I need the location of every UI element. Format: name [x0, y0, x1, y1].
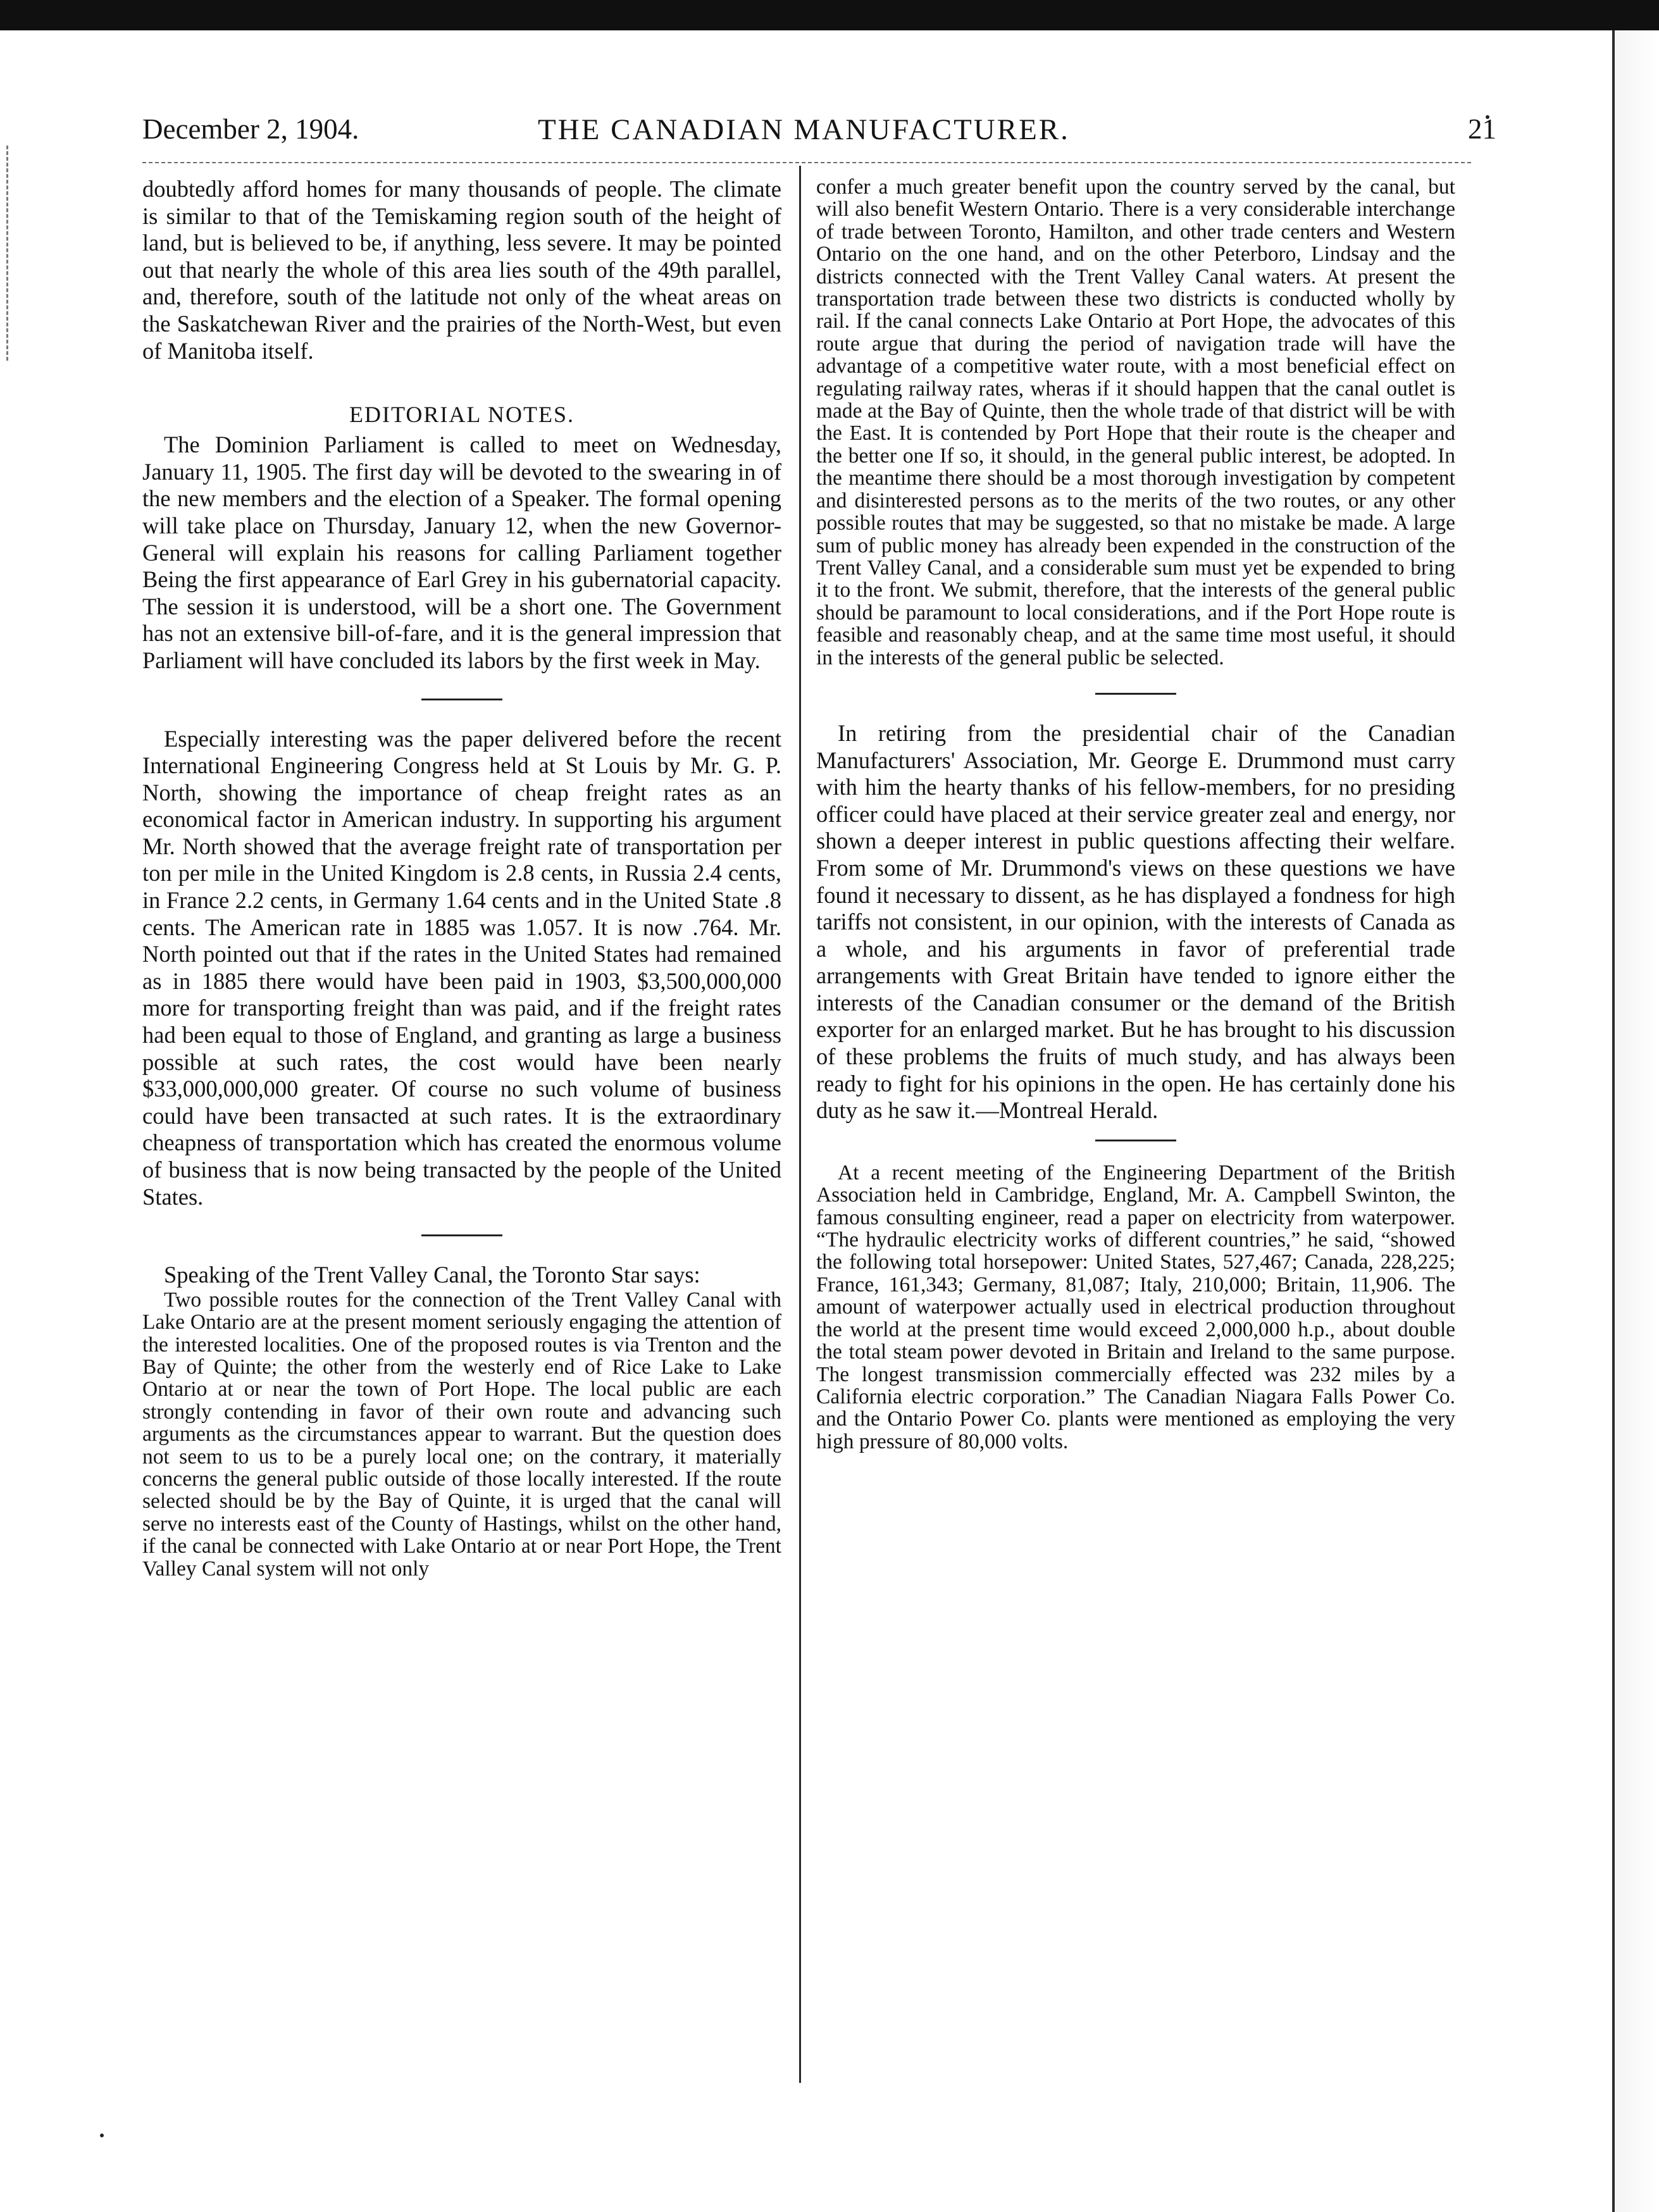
continued-article-text: doubtedly afford homes for many thousands of people. The climate is similar to that of the Temiskaming region south of the height of land, but is believed to be, if anything, less severe. It may be pointed out that nearly the whole of this area lies south of the 49th parallel, and, therefore, south of the latitude not only of the wheat areas on the Saskatchewan River and the prairies of the North-West, but even of Manitoba itself.	[142, 176, 781, 364]
note-freight-rates: Especially interesting was the paper delivered before the recent International Engineering Congress held at St Louis by Mr. G. P. North, showing the importance of cheap freight rates as an economical factor in American industry. In supporting his argument Mr. North showed that the average freight rate of transportation per ton per mile in the United Kingdom is 2.8 cents, in Russia 2.4 cents, in France 2.2 cents, in Germany 1.64 cents and in the United State .8 cents. The American rate in 1885 was 1.057. It is now .764. Mr. North pointed out that if the rates in the United States had remained as in 1885 there would have been paid in 1903, $3,500,000,000 more for transporting freight than was paid, and if the freight rates had been equal to those of England, and granting as large a business possible at such rates, the cost would have been nearly $33,000,000,000 greater. Of course no such volume of business could have been transacted at such rates. It is the extraordinary cheapness of transportation which has created the enormous volume of business that is now being transacted by the people of the United States.	[142, 725, 781, 1210]
publication-title: THE CANADIAN MANUFACTURER.	[538, 113, 1070, 146]
right-column	[816, 176, 1455, 2087]
trent-canal-quote-continued: confer a much greater benefit upon the country served by the canal, but will also benefit Western Ontario. There is a very considerable interchange of trade between Toronto, Hamilton, and other trade centers and Western Ontario on the one hand, and on the other Peterboro, Lindsay and the districts connected with the Trent Valley Canal waters. At present the transportation trade between these two districts is conducted wholly by rail. If the canal connects Lake Ontario at Port Hope, the advocates of this route argue that during the period of navigation trade will have the advantage of a competitive water route, with a most beneficial effect on regulating railway rates, wheras if it should happen that the canal outlet is made at the Bay of Quinte, then the whole trade of that district will be with the East. It is contended by Port Hope that their route is the cheaper and the better one If so, it should, in the general public interest, be adopted. In the meantime there should be a most thorough investigation by competent and disinterested persons as to the merits of the two routes, or any other possible routes that may be suggested, so that no mistake be made. A large sum of public money has already been expended in the construction of the Trent Valley Canal, and a considerable sum must yet be expended to bring it to the front. We submit, therefore, that the interests of the general public should be paramount to local considerations, and if the Port Hope route is feasible and reasonably cheap, and at the same time most useful, it should in the interests of the general public be selected.	[816, 176, 1455, 669]
trent-canal-quote: Two possible routes for the connection of the Trent Valley Canal with Lake Ontario are at the present moment seriously engaging the attention of the interested localities. One of the proposed routes is via Trenton and the Bay of Quinte; the other from the westerly end of Rice Lake to Lake Ontario at or near the town of Port Hope. The local public are each strongly contending in favor of their own route and advancing such arguments as the circumstances appear to warrant. But the question does not seem to us to be a purely local one; on the contrary, it materially concerns the general public outside of those locally interested. If the route selected should be by the Bay of Quinte, it is urged that the canal will serve no interests east of the County of Hastings, whilst on the other hand, if the canal be connected with Lake Ontario at or near Port Hope, the Trent Valley Canal system will not only	[142, 1288, 781, 1581]
footer-ink-speck	[100, 2134, 104, 2137]
left-column	[142, 176, 781, 2087]
issue-date: December 2, 1904.	[142, 113, 359, 145]
scan-top-border	[0, 0, 1659, 30]
section-separator	[421, 699, 502, 700]
section-heading: EDITORIAL NOTES.	[349, 402, 575, 428]
note-waterpower: At a recent meeting of the Engineering Department of the British Association held in Cambridge, England, Mr. A. Campbell Swinton, the famous consulting engineer, read a paper on electricity from waterpower. “The hydraulic electricity works of different countries,” he said, “showed the following total horsepower: United States, 527,467; Canada, 228,225; France, 161,343; Germany, 81,087; Italy, 210,000; Britain, 11,906. The amount of waterpower actually used in electrical production throughout the world at the present time would exceed 2,000,000 h.p., about double the total steam power devoted in Britain and Ireland to the same purpose. The longest transmission commercially effected was 232 miles by a California electric corporation.” The Canadian Niagara Falls Power Co. and the Ontario Power Co. plants were mentioned as employing the very high pressure of 80,000 volts.	[816, 1160, 1455, 1453]
note-drummond: In retiring from the presidential chair of the Canadian Manufacturers' Association, Mr. George E. Drummond must carry with him the hearty thanks of his fellow-members, for no presiding officer could have placed at their service greater zeal and energy, nor shown a deeper interest in public questions affecting their welfare. From some of Mr. Drummond's views on these questions we have found it necessary to dissent, as he has displayed a fondness for high tariffs not consistent, in our opinion, with the interests of Canada as a whole, and his arguments in favor of preferential trade arrangements with Great Britain have tended to ignore either the interests of the Canadian consumer or the demand of the British exporter for an enlarged market. But he has brought to his discussion of these problems the fruits of much study, and has always been ready to fight for his opinions in the open. He has certainly done his duty as he saw it.—Montreal Herald.	[816, 719, 1455, 1124]
header-rule	[142, 162, 1471, 163]
scan-left-margin-marks	[6, 146, 10, 361]
section-separator	[1095, 1140, 1176, 1141]
column-divider	[799, 166, 801, 2083]
section-separator	[1095, 693, 1176, 695]
running-header	[142, 113, 1496, 157]
page-number: 21	[1468, 113, 1496, 145]
note-trent-canal-intro: Speaking of the Trent Valley Canal, the Toronto Star says:	[164, 1262, 700, 1288]
scan-right-edge	[1612, 30, 1659, 2212]
section-separator	[421, 1234, 502, 1236]
note-parliament: The Dominion Parliament is called to meet on Wednesday, January 11, 1905. The first day will be devoted to the swearing in of the new members and the election of a Speaker. The formal opening will take place on Thursday, January 12, when the new Governor-General will explain his reasons for calling Parliament together Being the first appearance of Earl Grey in his gubernatorial capacity. The session it is understood, will be a short one. The Government has not an extensive bill-of-fare, and it is the general impression that Parliament will have concluded its labors by the first week in May.	[142, 432, 781, 673]
